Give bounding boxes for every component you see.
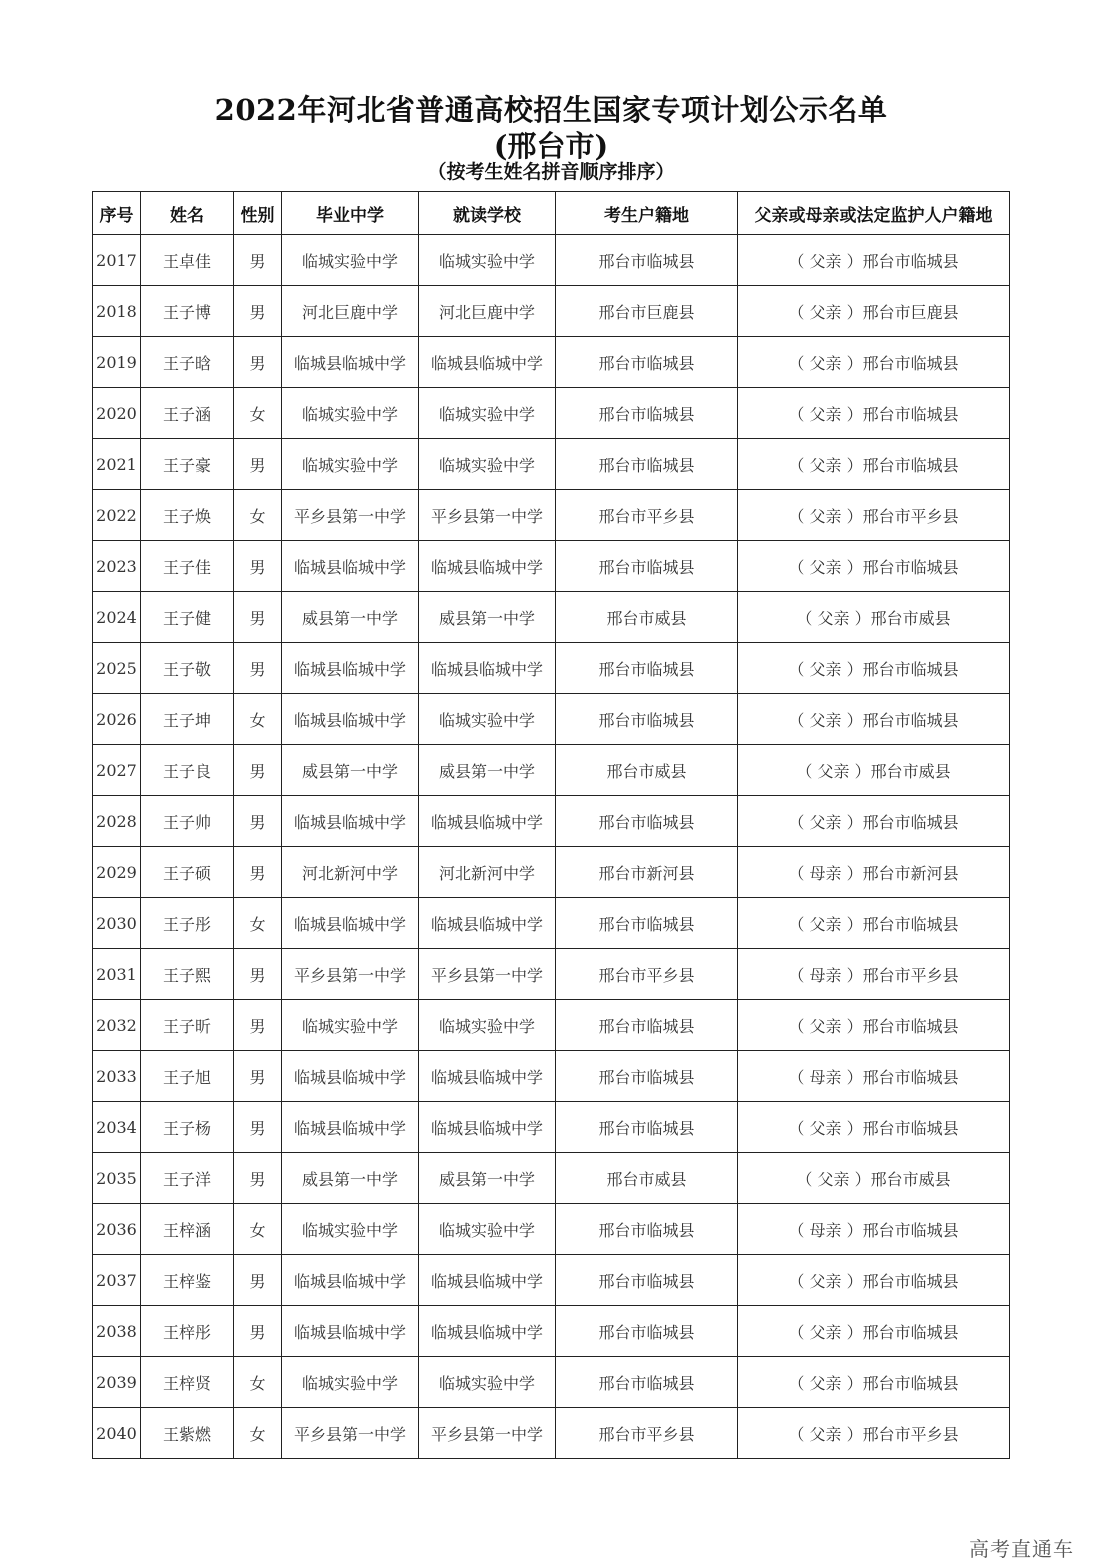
name-cell: 王子熙 xyxy=(141,949,234,1000)
sort-order-note: （按考生姓名拼音顺序排序） xyxy=(427,161,675,183)
guardian-registration-cell: （ 母亲 ）邢台市临城县 xyxy=(738,1204,1010,1255)
gender-cell: 男 xyxy=(234,1255,282,1306)
name-cell: 王子坤 xyxy=(141,694,234,745)
seq-cell: 2032 xyxy=(93,1000,141,1051)
household-registration-cell: 邢台市平乡县 xyxy=(556,1408,738,1459)
seq-header: 序号 xyxy=(93,192,141,235)
name-cell: 王梓贤 xyxy=(141,1357,234,1408)
name-cell: 王子健 xyxy=(141,592,234,643)
seq-cell: 2026 xyxy=(93,694,141,745)
name-cell: 王子洋 xyxy=(141,1153,234,1204)
current-school-cell: 平乡县第一中学 xyxy=(419,949,556,1000)
graduated-school-cell: 临城县临城中学 xyxy=(282,796,419,847)
graduated-school-cell: 临城实验中学 xyxy=(282,1357,419,1408)
table-row xyxy=(93,949,1010,1000)
table-row xyxy=(93,1408,1010,1459)
graduated-school-cell: 临城实验中学 xyxy=(282,1204,419,1255)
name-cell: 王子硕 xyxy=(141,847,234,898)
guardian-registration-cell: （ 父亲 ）邢台市临城县 xyxy=(738,1306,1010,1357)
graduated-school-cell: 临城县临城中学 xyxy=(282,1306,419,1357)
document-subtitle: (邢台市) xyxy=(493,129,609,163)
household-registration-cell: 邢台市临城县 xyxy=(556,1255,738,1306)
current-school-cell: 临城县临城中学 xyxy=(419,898,556,949)
graduated-school-cell: 临城县临城中学 xyxy=(282,1102,419,1153)
name-cell: 王梓鉴 xyxy=(141,1255,234,1306)
seq-cell: 2022 xyxy=(93,490,141,541)
guardian-registration-cell: （ 母亲 ）邢台市临城县 xyxy=(738,1051,1010,1102)
current-school-cell: 临城县临城中学 xyxy=(419,1102,556,1153)
household-registration-cell: 邢台市临城县 xyxy=(556,694,738,745)
household-registration-cell: 邢台市临城县 xyxy=(556,796,738,847)
current-school-cell: 河北巨鹿中学 xyxy=(419,286,556,337)
household-registration-cell: 邢台市临城县 xyxy=(556,1204,738,1255)
name-cell: 王子豪 xyxy=(141,439,234,490)
household-registration-cell: 邢台市临城县 xyxy=(556,337,738,388)
current-school-cell: 平乡县第一中学 xyxy=(419,1408,556,1459)
guardian-registration-cell: （ 父亲 ）邢台市临城县 xyxy=(738,898,1010,949)
seq-cell: 2020 xyxy=(93,388,141,439)
household-registration-cell: 邢台市临城县 xyxy=(556,439,738,490)
guardian-registration-cell: （ 父亲 ）邢台市临城县 xyxy=(738,1102,1010,1153)
table-row xyxy=(93,235,1010,286)
name-cell: 王紫燃 xyxy=(141,1408,234,1459)
seq-cell: 2035 xyxy=(93,1153,141,1204)
table-row xyxy=(93,337,1010,388)
graduated-school-cell: 临城县临城中学 xyxy=(282,541,419,592)
household-registration-cell: 邢台市临城县 xyxy=(556,898,738,949)
gender-cell: 男 xyxy=(234,337,282,388)
name-cell: 王梓彤 xyxy=(141,1306,234,1357)
guardian-registration-cell: （ 父亲 ）邢台市巨鹿县 xyxy=(738,286,1010,337)
guardian-registration-cell: （ 父亲 ）邢台市威县 xyxy=(738,592,1010,643)
guardian-registration-cell: （ 父亲 ）邢台市临城县 xyxy=(738,1357,1010,1408)
name-cell: 王子焕 xyxy=(141,490,234,541)
table-row xyxy=(93,592,1010,643)
household-registration-cell: 邢台市临城县 xyxy=(556,388,738,439)
name-cell: 王子帅 xyxy=(141,796,234,847)
household-registration-cell: 邢台市平乡县 xyxy=(556,949,738,1000)
current-school-cell: 威县第一中学 xyxy=(419,592,556,643)
seq-cell: 2023 xyxy=(93,541,141,592)
seq-cell: 2019 xyxy=(93,337,141,388)
guardian-registration-cell: （ 父亲 ）邢台市临城县 xyxy=(738,796,1010,847)
current-school-cell: 威县第一中学 xyxy=(419,1153,556,1204)
guardian-registration-cell: （ 母亲 ）邢台市新河县 xyxy=(738,847,1010,898)
gender-cell: 男 xyxy=(234,745,282,796)
guardian-registration-cell: （ 父亲 ）邢台市平乡县 xyxy=(738,490,1010,541)
graduated-school-cell: 平乡县第一中学 xyxy=(282,490,419,541)
seq-cell: 2029 xyxy=(93,847,141,898)
table-row xyxy=(93,1153,1010,1204)
table-row xyxy=(93,745,1010,796)
name-header: 姓名 xyxy=(141,192,234,235)
seq-cell: 2024 xyxy=(93,592,141,643)
graduated-school-cell: 临城县临城中学 xyxy=(282,1051,419,1102)
seq-cell: 2018 xyxy=(93,286,141,337)
name-cell: 王子佳 xyxy=(141,541,234,592)
current-school-cell: 临城县临城中学 xyxy=(419,643,556,694)
gender-cell: 男 xyxy=(234,796,282,847)
table-row xyxy=(93,1000,1010,1051)
household-registration-cell: 邢台市威县 xyxy=(556,592,738,643)
table-row xyxy=(93,1357,1010,1408)
name-cell: 王子彤 xyxy=(141,898,234,949)
name-cell: 王子博 xyxy=(141,286,234,337)
guardian-registration-cell: （ 父亲 ）邢台市临城县 xyxy=(738,388,1010,439)
gender-cell: 男 xyxy=(234,847,282,898)
guardian-registration-cell: （ 父亲 ）邢台市临城县 xyxy=(738,439,1010,490)
table-row xyxy=(93,1255,1010,1306)
graduated-school-cell: 平乡县第一中学 xyxy=(282,1408,419,1459)
document-title: 2022年河北省普通高校招生国家专项计划公示名单 xyxy=(214,93,888,127)
table-body xyxy=(93,235,1010,1459)
seq-cell: 2031 xyxy=(93,949,141,1000)
table-row xyxy=(93,1051,1010,1102)
name-cell: 王子敬 xyxy=(141,643,234,694)
table-header-row xyxy=(93,192,1010,235)
name-cell: 王子涵 xyxy=(141,388,234,439)
seq-cell: 2038 xyxy=(93,1306,141,1357)
seq-cell: 2039 xyxy=(93,1357,141,1408)
seq-cell: 2025 xyxy=(93,643,141,694)
graduated-school-cell: 临城县临城中学 xyxy=(282,898,419,949)
gender-cell: 男 xyxy=(234,541,282,592)
household-registration-cell: 邢台市临城县 xyxy=(556,1306,738,1357)
gender-cell: 女 xyxy=(234,898,282,949)
current-school-cell: 临城县临城中学 xyxy=(419,1255,556,1306)
current-school-header: 就读学校 xyxy=(419,192,556,235)
current-school-cell: 临城实验中学 xyxy=(419,1000,556,1051)
current-school-cell: 河北新河中学 xyxy=(419,847,556,898)
current-school-cell: 临城实验中学 xyxy=(419,388,556,439)
household-registration-cell: 邢台市威县 xyxy=(556,745,738,796)
graduated-school-cell: 平乡县第一中学 xyxy=(282,949,419,1000)
graduated-school-cell: 临城县临城中学 xyxy=(282,643,419,694)
watermark: 高考直通车 xyxy=(969,1537,1074,1561)
seq-cell: 2030 xyxy=(93,898,141,949)
current-school-cell: 临城实验中学 xyxy=(419,235,556,286)
gender-cell: 男 xyxy=(234,235,282,286)
current-school-cell: 临城实验中学 xyxy=(419,439,556,490)
table-row xyxy=(93,1204,1010,1255)
gender-cell: 女 xyxy=(234,388,282,439)
table-row xyxy=(93,541,1010,592)
seq-cell: 2036 xyxy=(93,1204,141,1255)
name-cell: 王子良 xyxy=(141,745,234,796)
gender-cell: 男 xyxy=(234,592,282,643)
household-registration-cell: 邢台市平乡县 xyxy=(556,490,738,541)
graduated-school-cell: 威县第一中学 xyxy=(282,592,419,643)
graduated-school-cell: 临城实验中学 xyxy=(282,439,419,490)
household-registration-cell: 邢台市临城县 xyxy=(556,1000,738,1051)
table-row xyxy=(93,847,1010,898)
guardian-registration-cell: （ 父亲 ）邢台市临城县 xyxy=(738,694,1010,745)
guardian-registration-cell: （ 父亲 ）邢台市临城县 xyxy=(738,337,1010,388)
graduated-school-cell: 临城实验中学 xyxy=(282,235,419,286)
table-row xyxy=(93,1306,1010,1357)
table-row xyxy=(93,898,1010,949)
gender-cell: 男 xyxy=(234,1153,282,1204)
seq-cell: 2027 xyxy=(93,745,141,796)
household-registration-cell: 邢台市临城县 xyxy=(556,1051,738,1102)
seq-cell: 2034 xyxy=(93,1102,141,1153)
current-school-cell: 临城县临城中学 xyxy=(419,1306,556,1357)
guardian-registration-cell: （ 父亲 ）邢台市威县 xyxy=(738,1153,1010,1204)
gender-cell: 男 xyxy=(234,643,282,694)
current-school-cell: 临城县临城中学 xyxy=(419,796,556,847)
gender-cell: 男 xyxy=(234,949,282,1000)
guardian-registration-cell: （ 父亲 ）邢台市临城县 xyxy=(738,1000,1010,1051)
name-cell: 王子杨 xyxy=(141,1102,234,1153)
graduated-school-cell: 河北新河中学 xyxy=(282,847,419,898)
gender-cell: 男 xyxy=(234,286,282,337)
gender-cell: 女 xyxy=(234,1408,282,1459)
name-cell: 王子旭 xyxy=(141,1051,234,1102)
household-registration-cell: 邢台市巨鹿县 xyxy=(556,286,738,337)
seq-cell: 2040 xyxy=(93,1408,141,1459)
gender-header: 性别 xyxy=(234,192,282,235)
seq-cell: 2021 xyxy=(93,439,141,490)
table-row xyxy=(93,439,1010,490)
current-school-cell: 临城县临城中学 xyxy=(419,1051,556,1102)
current-school-cell: 临城实验中学 xyxy=(419,1204,556,1255)
current-school-cell: 临城实验中学 xyxy=(419,694,556,745)
guardian-registration-cell: （ 父亲 ）邢台市威县 xyxy=(738,745,1010,796)
gender-cell: 男 xyxy=(234,439,282,490)
gender-cell: 女 xyxy=(234,1204,282,1255)
household-registration-cell: 邢台市临城县 xyxy=(556,643,738,694)
table-row xyxy=(93,694,1010,745)
seq-cell: 2037 xyxy=(93,1255,141,1306)
graduated-school-cell: 临城县临城中学 xyxy=(282,1255,419,1306)
table-row xyxy=(93,796,1010,847)
gender-cell: 女 xyxy=(234,1357,282,1408)
table-row xyxy=(93,1102,1010,1153)
graduated-school-cell: 河北巨鹿中学 xyxy=(282,286,419,337)
graduated-school-cell: 临城实验中学 xyxy=(282,1000,419,1051)
current-school-cell: 临城县临城中学 xyxy=(419,337,556,388)
graduated-school-cell: 临城县临城中学 xyxy=(282,694,419,745)
gender-cell: 男 xyxy=(234,1102,282,1153)
seq-cell: 2033 xyxy=(93,1051,141,1102)
gender-cell: 女 xyxy=(234,694,282,745)
graduated-school-cell: 临城实验中学 xyxy=(282,388,419,439)
household-registration-cell: 邢台市临城县 xyxy=(556,235,738,286)
gender-cell: 女 xyxy=(234,490,282,541)
name-cell: 王子晗 xyxy=(141,337,234,388)
household-registration-cell: 邢台市临城县 xyxy=(556,541,738,592)
graduated-school-header: 毕业中学 xyxy=(282,192,419,235)
guardian-registration-cell: （ 父亲 ）邢台市临城县 xyxy=(738,643,1010,694)
graduated-school-cell: 威县第一中学 xyxy=(282,1153,419,1204)
current-school-cell: 威县第一中学 xyxy=(419,745,556,796)
guardian-registration-cell: （ 父亲 ）邢台市临城县 xyxy=(738,541,1010,592)
current-school-cell: 平乡县第一中学 xyxy=(419,490,556,541)
gender-cell: 男 xyxy=(234,1000,282,1051)
current-school-cell: 临城实验中学 xyxy=(419,1357,556,1408)
graduated-school-cell: 威县第一中学 xyxy=(282,745,419,796)
seq-cell: 2028 xyxy=(93,796,141,847)
guardian-registration-cell: （ 父亲 ）邢台市临城县 xyxy=(738,1255,1010,1306)
household-registration-cell: 邢台市威县 xyxy=(556,1153,738,1204)
household-registration-cell: 邢台市新河县 xyxy=(556,847,738,898)
name-cell: 王梓涵 xyxy=(141,1204,234,1255)
household-registration-cell: 邢台市临城县 xyxy=(556,1357,738,1408)
guardian-registration-header: 父亲或母亲或法定监护人户籍地 xyxy=(738,192,1010,235)
name-cell: 王子昕 xyxy=(141,1000,234,1051)
guardian-registration-cell: （ 母亲 ）邢台市平乡县 xyxy=(738,949,1010,1000)
gender-cell: 男 xyxy=(234,1051,282,1102)
guardian-registration-cell: （ 父亲 ）邢台市平乡县 xyxy=(738,1408,1010,1459)
seq-cell: 2017 xyxy=(93,235,141,286)
table-row xyxy=(93,286,1010,337)
graduated-school-cell: 临城县临城中学 xyxy=(282,337,419,388)
roster-table xyxy=(92,191,1010,1459)
table-row xyxy=(93,388,1010,439)
name-cell: 王卓佳 xyxy=(141,235,234,286)
guardian-registration-cell: （ 父亲 ）邢台市临城县 xyxy=(738,235,1010,286)
household-registration-cell: 邢台市临城县 xyxy=(556,1102,738,1153)
current-school-cell: 临城县临城中学 xyxy=(419,541,556,592)
table-row xyxy=(93,643,1010,694)
gender-cell: 男 xyxy=(234,1306,282,1357)
table-row xyxy=(93,490,1010,541)
household-registration-header: 考生户籍地 xyxy=(556,192,738,235)
